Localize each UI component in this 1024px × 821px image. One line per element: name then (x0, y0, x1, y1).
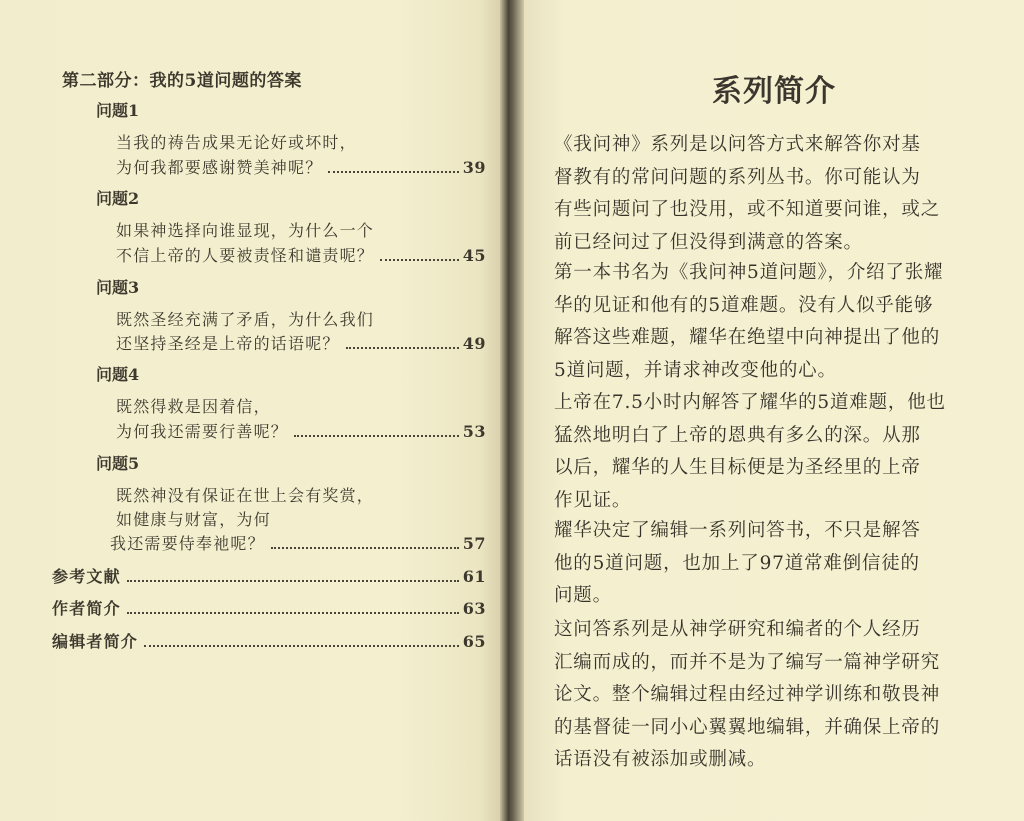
section-label: 编辑者简介 (52, 632, 139, 651)
dot-leader (144, 645, 459, 647)
intro-paragraph-1 (554, 129, 994, 259)
page-number: 53 (462, 422, 486, 441)
toc-entry-editor-bio[interactable] (52, 629, 486, 652)
paragraph-line: 汇编而成的，而并不是为了编写一篇神学研究 (554, 651, 941, 673)
paragraph-line: 督教有的常问问题的系列丛书。你可能认为 (554, 166, 921, 188)
question-4-line-2: 为何我还需要行善呢？ (116, 422, 289, 441)
question-2-line-2: 不信上帝的人要被责怪和谴责呢？ (116, 246, 375, 265)
page-number: 61 (462, 567, 486, 586)
question-1-line-1: 当我的祷告成果无论好或坏时， (116, 133, 357, 152)
paragraph-line: 《我问神》系列是以问答方式来解答你对基 (554, 134, 921, 155)
paragraph-line: 耀华决定了编辑一系列问答书，不只是解答 (554, 520, 921, 541)
part-title: 第二部分：我的5道问题的答案 (62, 71, 302, 91)
question-5-line-2: 如健康与财富，为何 (116, 510, 271, 529)
paragraph-line: 前已经问过了但没得到满意的答案。 (554, 231, 863, 253)
question-3-line-2: 还坚持圣经是上帝的话语呢？ (116, 334, 340, 353)
question-1-heading: 问题1 (96, 101, 140, 120)
paragraph-line: 论文。整个编辑过程由经过神学训练和敬畏神 (554, 684, 941, 706)
page-number: 63 (462, 599, 486, 618)
paragraph-line: 华的见证和他有的5道难题。没有人似乎能够 (554, 294, 934, 316)
paragraph-line: 这问答系列是从神学研究和编者的个人经历 (554, 619, 921, 640)
paragraph-line: 解答这些难题，耀华在绝望中向神提出了他的 (554, 327, 941, 349)
dot-leader (380, 259, 459, 261)
dot-leader (346, 347, 459, 349)
question-5-line-3: 我还需要侍奉祂呢？ (110, 534, 265, 553)
page-number: 49 (462, 334, 486, 353)
toc-entry-question-4[interactable] (116, 419, 486, 442)
dot-leader (127, 612, 459, 614)
dot-leader (294, 435, 459, 437)
question-2-line-1: 如果神选择向谁显现，为什么一个 (116, 221, 375, 240)
paragraph-line: 以后，耀华的人生目标便是为圣经里的上帝 (554, 457, 921, 479)
paragraph-line: 作见证。 (554, 489, 632, 511)
question-5-line-1: 既然神没有保证在世上会有奖赏， (116, 486, 375, 505)
paragraph-line: 的基督徒一同小心翼翼地编辑，并确保上帝的 (554, 716, 941, 738)
paragraph-line: 有些问题问了也没用，或不知道要问谁，或之 (554, 199, 941, 221)
paragraph-line: 他的5道问题，也加上了97道常难倒信徒的 (554, 552, 920, 574)
question-3-line-1: 既然圣经充满了矛盾，为什么我们 (116, 310, 375, 329)
paragraph-line: 第一本书名为《我问神5道问题》，介绍了张耀 (554, 262, 944, 283)
series-intro-title: 系列简介 (712, 74, 836, 109)
dot-leader (127, 580, 459, 582)
paragraph-line: 上帝在7.5小时内解答了耀华的5道难题，他也 (554, 392, 946, 413)
page-number: 57 (462, 534, 486, 553)
paragraph-line: 5道问题，并请求神改变他的心。 (554, 359, 837, 381)
section-label: 参考文献 (52, 567, 121, 586)
intro-paragraph-3 (554, 387, 994, 517)
question-4-heading: 问题4 (96, 365, 140, 384)
question-3-heading: 问题3 (96, 278, 140, 297)
intro-paragraph-4 (554, 515, 994, 613)
toc-entry-question-3[interactable] (116, 331, 486, 354)
question-4-line-1: 既然得救是因着信， (116, 397, 271, 416)
question-2-heading: 问题2 (96, 189, 140, 208)
intro-paragraph-5 (554, 614, 994, 777)
dot-leader (328, 171, 458, 173)
table-of-contents (0, 0, 500, 821)
toc-entry-question-2[interactable] (116, 243, 486, 266)
paragraph-line: 话语没有被添加或删减。 (554, 749, 767, 771)
toc-entry-author-bio[interactable] (52, 596, 486, 619)
page-number: 39 (462, 158, 486, 177)
toc-entry-references[interactable] (52, 564, 486, 587)
question-1-line-2: 为何我都要感谢赞美神呢？ (116, 158, 323, 177)
page-number: 65 (462, 632, 486, 651)
paragraph-line: 问题。 (554, 585, 612, 607)
paragraph-line: 猛然地明白了上帝的恩典有多么的深。从那 (554, 424, 921, 446)
toc-entry-question-1[interactable] (116, 155, 486, 178)
page-number: 45 (462, 246, 486, 265)
intro-paragraph-2 (554, 257, 994, 387)
question-5-heading: 问题5 (96, 454, 140, 473)
dot-leader (271, 547, 459, 549)
toc-entry-question-5[interactable] (110, 531, 486, 554)
book-gutter (500, 0, 524, 821)
section-label: 作者简介 (52, 599, 121, 618)
